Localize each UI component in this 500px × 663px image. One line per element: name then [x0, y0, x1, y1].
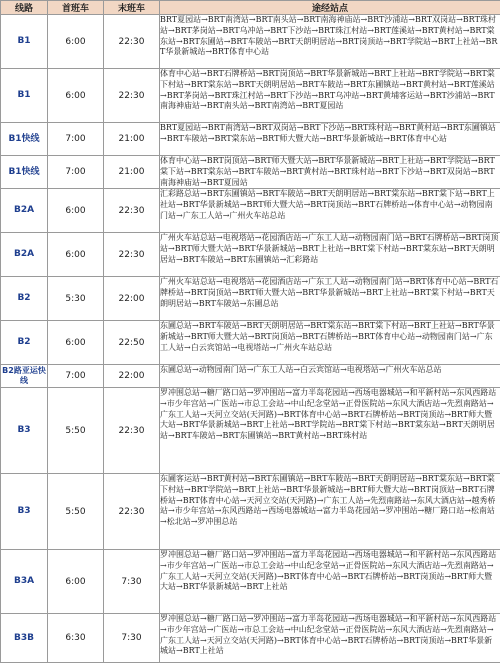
- last-bus-cell: 22:30: [104, 15, 160, 69]
- stops-cell: BRT夏园站→BRT南湾站→BRT南头站→BRT南海神庙站→BRT沙浦站→BRT双岗站→BRT珠村站→BRT茅岗站→BRT乌冲站→BRT下沙站→BRT珠江村站→BRT莲溪站→BRT黄村站→BRT棠东站→BRT东圃站→BRT车陂站→BRT天朗明居站→BRT岗顶站→BRT学院站→BRT上社站→BRT华景新城站→BRT体育中心站: [160, 15, 500, 68]
- stops-cell: 广州火车站总站→电视塔站→花园酒店站→广东工人站→动物园南门站→BRT体育中心站→BRT石牌桥站→BRT岗顶站→BRT师大暨大站→BRT华景新城站→BRT上社站→BRT棠下村站→BRT天朗明居站→BRT车陂站→东圃总站: [160, 277, 500, 320]
- first-bus-cell: 6:30: [48, 614, 104, 663]
- last-bus-cell: 22:30: [104, 388, 160, 474]
- last-bus-cell: 22:30: [104, 69, 160, 123]
- stops-cell: 广州火车站总站→电视塔站→花园酒店站→广东工人站→动物园南门站→BRT石牌桥站→BRT岗顶站→BRT师大暨大站→BRT华景新城站→BRT上社站→BRT棠下村站→BRT棠东站→BRT天朗明居站→BRT车陂站→BRT东圃镇站→汇彩路站: [160, 233, 500, 276]
- line-cell: B3A: [1, 550, 48, 614]
- first-bus-cell: 6:00: [48, 233, 104, 277]
- last-bus-cell: 7:30: [104, 550, 160, 614]
- last-bus-cell: 22:30: [104, 189, 160, 233]
- last-bus-cell: 21:00: [104, 123, 160, 156]
- table-row: [1, 156, 500, 189]
- stops-cell: 东圃总站→BRT车陂站→BRT天朗明居站→BRT棠东站→BRT棠下村站→BRT上社站→BRT华景新城站→BRT师大暨大站→BRT岗顶站→BRT石牌桥站→BRT体育中心站→动物园南门站→广东工人站→白云宾馆站→电视塔站→广州火车站总站: [160, 321, 500, 364]
- header-line: 线路: [1, 1, 48, 15]
- line-cell: B3: [1, 474, 48, 550]
- table-row: [1, 189, 500, 233]
- stops-cell: 汇彩路总站→BRT东圃镇站→BRT车陂站→BRT天朗明居站→BRT棠东站→BRT棠下站→BRT上社站→BRT华景新城站→BRT师大暨大站→BRT岗顶站→BRT石牌桥站→体育中心站→动物园南门站→广东工人站→广州火车站总站: [160, 189, 500, 232]
- header-row: [1, 1, 500, 15]
- first-bus-cell: 7:00: [48, 123, 104, 156]
- line-cell: B3: [1, 388, 48, 474]
- first-bus-cell: 7:00: [48, 156, 104, 189]
- line-cell: B1: [1, 69, 48, 123]
- first-bus-cell: 6:00: [48, 15, 104, 69]
- header-stops: 途经站点: [160, 1, 500, 15]
- line-cell: B1快线: [1, 156, 48, 189]
- last-bus-cell: 22:30: [104, 233, 160, 277]
- first-bus-cell: 6:00: [48, 321, 104, 365]
- table-row: [1, 388, 500, 474]
- first-bus-cell: 6:00: [48, 189, 104, 233]
- stops-cell: BRT夏园站→BRT南湾站→BRT双岗站→BRT下沙站→BRT珠村站→BRT黄村站→BRT东圃镇站→BRT车陂站→BRT棠东站→BRT师大暨大站→BRT华景新城站→BRT体育中心站: [160, 123, 500, 155]
- last-bus-cell: 22:30: [104, 474, 160, 550]
- table-row: [1, 321, 500, 365]
- line-cell: B1快线: [1, 123, 48, 156]
- first-bus-cell: 5:50: [48, 388, 104, 474]
- last-bus-cell: 7:30: [104, 614, 160, 663]
- header-first-bus: 首班车: [48, 1, 104, 15]
- table-row: [1, 15, 500, 69]
- last-bus-cell: 22:50: [104, 321, 160, 365]
- line-cell: B3B: [1, 614, 48, 663]
- line-cell: B2A: [1, 189, 48, 233]
- table-row: [1, 69, 500, 123]
- last-bus-cell: 22:00: [104, 277, 160, 321]
- line-cell: B2: [1, 277, 48, 321]
- table-row: [1, 614, 500, 663]
- first-bus-cell: 7:00: [48, 365, 104, 388]
- table-row: [1, 365, 500, 388]
- line-cell: B2A: [1, 233, 48, 277]
- last-bus-cell: 21:00: [104, 156, 160, 189]
- table-row: [1, 277, 500, 321]
- stops-cell: 罗冲围总站→糖厂路口站→罗冲围站→富力半岛花园站→西场电器城站→和平新村站→东风西路站→市少年宫站→广医站→市总工会站→中山纪念堂站→正骨医院站→东风大酒店站→先烈南路站→广东工人站→天河立交站(天河路)→BRT体育中心站→BRT石牌桥站→BRT岗顶站→BRT师大暨大站→BRT华景新城站→BRT上社站→BRT学院站→BRT棠下村站→BRT棠东站→BRT天朗明居站→BRT车陂站→BRT东圃镇站→BRT黄村站→BRT珠村站: [160, 388, 500, 473]
- stops-cell: 体育中心站→BRT岗顶站→BRT师大暨大站→BRT华景新城站→BRT上社站→BRT学院站→BRT棠下站→BRT棠东站→BRT车陂站→BRT黄村站→BRT珠村站→BRT下沙站→BRT双岗站→BRT南海神庙站→BRT夏园站: [160, 156, 500, 188]
- first-bus-cell: 6:00: [48, 69, 104, 123]
- stops-cell: 罗冲围总站→糖厂路口站→罗冲围站→富力半岛花园站→西场电器城站→和平新村站→东风西路站→市少年宫站→广医站→市总工会站→中山纪念堂站→正骨医院站→东风大酒店站→先烈南路站→广东工人站→天河立交站(天河路)→BRT体育中心站→BRT石牌桥站→BRT岗顶站→BRT华景新城站→BRT上社站: [160, 614, 500, 662]
- line-cell: B1: [1, 15, 48, 69]
- first-bus-cell: 6:00: [48, 550, 104, 614]
- stops-cell: 罗冲围总站→糖厂路口站→罗冲围站→富力半岛花园站→西场电器城站→和平新村站→东风西路站→市少年宫站→广医站→市总工会站→中山纪念堂站→正骨医院站→东风大酒店站→先烈南路站→广东工人站→天河立交站(天河路)→BRT体育中心站→BRT石牌桥站→BRT岗顶站→BRT师大暨大站→BRT华景新城站→BRT上社站: [160, 550, 500, 613]
- line-cell: B2路亚运快线: [1, 365, 48, 388]
- header-last-bus: 末班车: [104, 1, 160, 15]
- last-bus-cell: 22:00: [104, 365, 160, 388]
- stops-cell: 东圃总站→动物园南门站→广东工人站→白云宾馆站→电视塔站→广州火车站总站: [160, 365, 500, 387]
- table-row: [1, 233, 500, 277]
- table-row: [1, 474, 500, 550]
- first-bus-cell: 5:50: [48, 474, 104, 550]
- table-row: [1, 123, 500, 156]
- stops-cell: 体育中心站→BRT石牌桥站→BRT岗顶站→BRT华景新城站→BRT上社站→BRT学院站→BRT棠下村站→BRT棠东站→BRT天朗明居站→BRT车陂站→BRT东圃镇站→BRT黄村站→BRT莲溪站→BRT茅岗站→BRT珠江村站→BRT下沙站→BRT乌冲站→BRT黄埔客运站→BRT沙浦站→BRT南海神庙站→BRT南头站→BRT南湾站→BRT夏园站: [160, 69, 500, 122]
- first-bus-cell: 5:30: [48, 277, 104, 321]
- stops-cell: 东圃客运站→BRT黄村站→BRT东圃镇站→BRT车陂站→BRT天朗明居站→BRT棠东站→BRT棠下村站→BRT学院站→BRT上社站→BRT华景新城站→BRT师大暨大站→BRT岗顶站→BRT石牌桥站→BRT体育中心站→天河立交站(天河路)→广东工人站→先烈南路站→东风大酒店站→越秀桥站→市少年宫站→东风西路站→西场电器城站→富力半岛花园站→罗冲围站→糖厂路口站→松南站→松北站→罗冲围总站: [160, 474, 500, 549]
- line-cell: B2: [1, 321, 48, 365]
- table-row: [1, 550, 500, 614]
